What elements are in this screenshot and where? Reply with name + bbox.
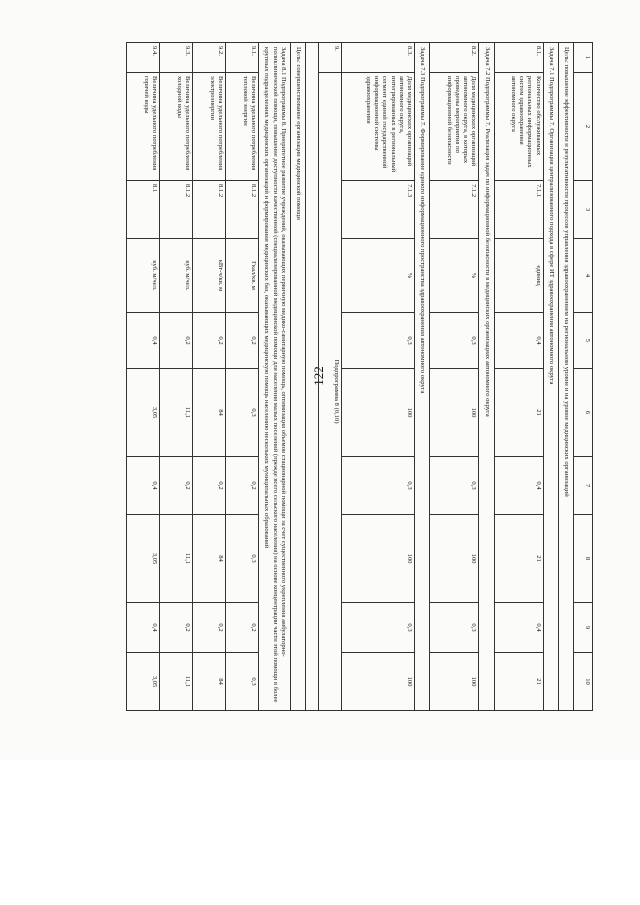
cell: 84 (193, 653, 226, 711)
header-cell: 7 (574, 457, 593, 515)
goal-8-text: Цель: совершенствование организации медицинской помощи (290, 43, 305, 711)
cell: 8.3. (342, 43, 415, 73)
cell: 0,3 (430, 313, 479, 369)
cell: 0,3 (342, 457, 415, 515)
cell: 21 (494, 515, 543, 603)
cell: 9.2. (193, 43, 226, 73)
page-number: 122 (311, 366, 326, 386)
header-cell: 8 (574, 515, 593, 603)
cell: 0,2 (193, 457, 226, 515)
header-cell: 2 (574, 73, 593, 181)
cell: 3,05 (127, 515, 160, 603)
cell: 100 (342, 369, 415, 457)
cell: 21 (494, 369, 543, 457)
cell: 8.1 (127, 181, 160, 239)
header-cell: 10 (574, 653, 593, 711)
cell: 0,2 (160, 457, 193, 515)
table-row-8-1 (494, 43, 543, 711)
task-7-3-text: Задача 7.3 Подпрограммы 7. Формирование единого информационного пространства здравоохранения автономного округа (415, 43, 430, 711)
cell: Доля медицинских организаций автономного округа, в которых проведены мероприятия по информационной безопасности (430, 73, 479, 181)
header-cell: 3 (574, 181, 593, 239)
cell: 9.4. (127, 43, 160, 73)
cell: 7.1.2 (430, 181, 479, 239)
rotated-table-container (100, 42, 593, 710)
cell: 84 (193, 515, 226, 603)
blank-row (306, 43, 319, 711)
header-cell: 5 (574, 313, 593, 369)
cell: 0,3 (430, 603, 479, 653)
header-cell: 9 (574, 603, 593, 653)
cell: 3,05 (127, 653, 160, 711)
cell: Гкал/кв. м (226, 239, 259, 313)
cell: 0,3 (342, 603, 415, 653)
header-cell: 6 (574, 369, 593, 457)
cell: 3,05 (127, 369, 160, 457)
header-cell: 1 (574, 43, 593, 73)
cell: куб. м/чел. (127, 239, 160, 313)
cell: 100 (430, 369, 479, 457)
cell: куб. м/чел. (160, 239, 193, 313)
goal-row (558, 43, 573, 711)
cell: 9. (319, 43, 342, 73)
table-row-9-4 (127, 43, 160, 711)
cell: 11,1 (160, 653, 193, 711)
table-row-9-2 (193, 43, 226, 711)
cell: 0,4 (494, 457, 543, 515)
cell: 7.1.3 (342, 181, 415, 239)
task-8-1-text: Задача 8.1 Подпрограммы 8. Приоритетное развитие учреждений, оказывающих первичную медико-санитарную помощь, оптимизация объемов стационарной помощи за счет существенного укрепления амбулаторно-поликлинической помощи, повышение доступности качественной (специализированной медицинской помощи для населения малых поселений (прежде всего сельского населения) на основе концентрации части этой помощи в более крупных подразделениях медицинских организаций и формирования медицинских баз, оказывающих медицинскую помощь населению нескольких муниципальных образований (259, 43, 291, 711)
subprogram-8-title: Подпрограмма 8 (0,10) (319, 73, 342, 711)
cell: 0,4 (494, 313, 543, 369)
task-row (543, 43, 558, 711)
task-row (415, 43, 430, 711)
cell: 0,4 (127, 457, 160, 515)
cell: 100 (342, 653, 415, 711)
cell: 0,2 (226, 457, 259, 515)
cell: 100 (430, 515, 479, 603)
cell: Количество обслуживаемых региональных информационных систем здравоохранения автономного округа (494, 73, 543, 181)
cell: 11,1 (160, 369, 193, 457)
cell: 0,2 (160, 313, 193, 369)
cell: 8.2. (430, 43, 479, 73)
table-row-9 (319, 43, 342, 711)
table-row-9-3 (160, 43, 193, 711)
cell: 7.1.1 (494, 181, 543, 239)
table-row-9-1 (226, 43, 259, 711)
task-row (259, 43, 291, 711)
cell: 0,3 (226, 369, 259, 457)
blank-cell (306, 43, 319, 711)
cell: 0,2 (226, 313, 259, 369)
cell: % (342, 239, 415, 313)
goal-7-text: Цель: повышение эффективности и результативности процессов управления здравоохранением на региональном уровне и на уровне медицинских организаций (558, 43, 573, 711)
cell: кВт-ч/кв. м (193, 239, 226, 313)
header-cell: 4 (574, 239, 593, 313)
cell: 21 (494, 653, 543, 711)
task-row (479, 43, 494, 711)
cell: 0,2 (193, 313, 226, 369)
cell: Доля медицинских организаций автономного округа, интегрированных в региональный сегмент единой государственной информационной системы здравоохранения (342, 73, 415, 181)
cell: 8.1.2 (193, 181, 226, 239)
cell: 11,1 (160, 515, 193, 603)
table-row-8-3 (342, 43, 415, 711)
cell: 0,3 (430, 457, 479, 515)
cell: 9.1. (226, 43, 259, 73)
goal-row (290, 43, 305, 711)
cell: единиц (494, 239, 543, 313)
cell: Величина удельного потребления электроэнергии (193, 73, 226, 181)
cell: 0,4 (127, 313, 160, 369)
cell: 0,2 (160, 603, 193, 653)
cell: 8.1.2 (160, 181, 193, 239)
cell: 0,3 (226, 515, 259, 603)
table-row-8-2 (430, 43, 479, 711)
column-number-row (574, 43, 593, 711)
cell: 8.1. (494, 43, 543, 73)
cell: Величина удельного потребления холодной воды (160, 73, 193, 181)
cell: 0,2 (193, 603, 226, 653)
cell: 0,4 (127, 603, 160, 653)
task-7-1-text: Задача 7.1 Подпрограммы 7. Организация централизованного подхода в сфере ИТ здравоохранения автономного округа (543, 43, 558, 711)
cell: 0,4 (494, 603, 543, 653)
cell: Величина удельного потребления тепловой энергии (226, 73, 259, 181)
cell: 0,3 (226, 653, 259, 711)
cell: 100 (342, 515, 415, 603)
cell: 8.1.2 (226, 181, 259, 239)
cell: 0,2 (226, 603, 259, 653)
cell: Величина удельного потребления горячей воды (127, 73, 160, 181)
cell: 84 (193, 369, 226, 457)
indicators-table (126, 42, 593, 711)
page-margin (0, 760, 640, 905)
cell: 9.3. (160, 43, 193, 73)
task-7-2-text: Задача 7.2 Подпрограммы 7. Реализация задач по информационной безопасности в медицинских организациях автономного округа (479, 43, 494, 711)
cell: 100 (430, 653, 479, 711)
cell: 0,3 (342, 313, 415, 369)
cell: % (430, 239, 479, 313)
